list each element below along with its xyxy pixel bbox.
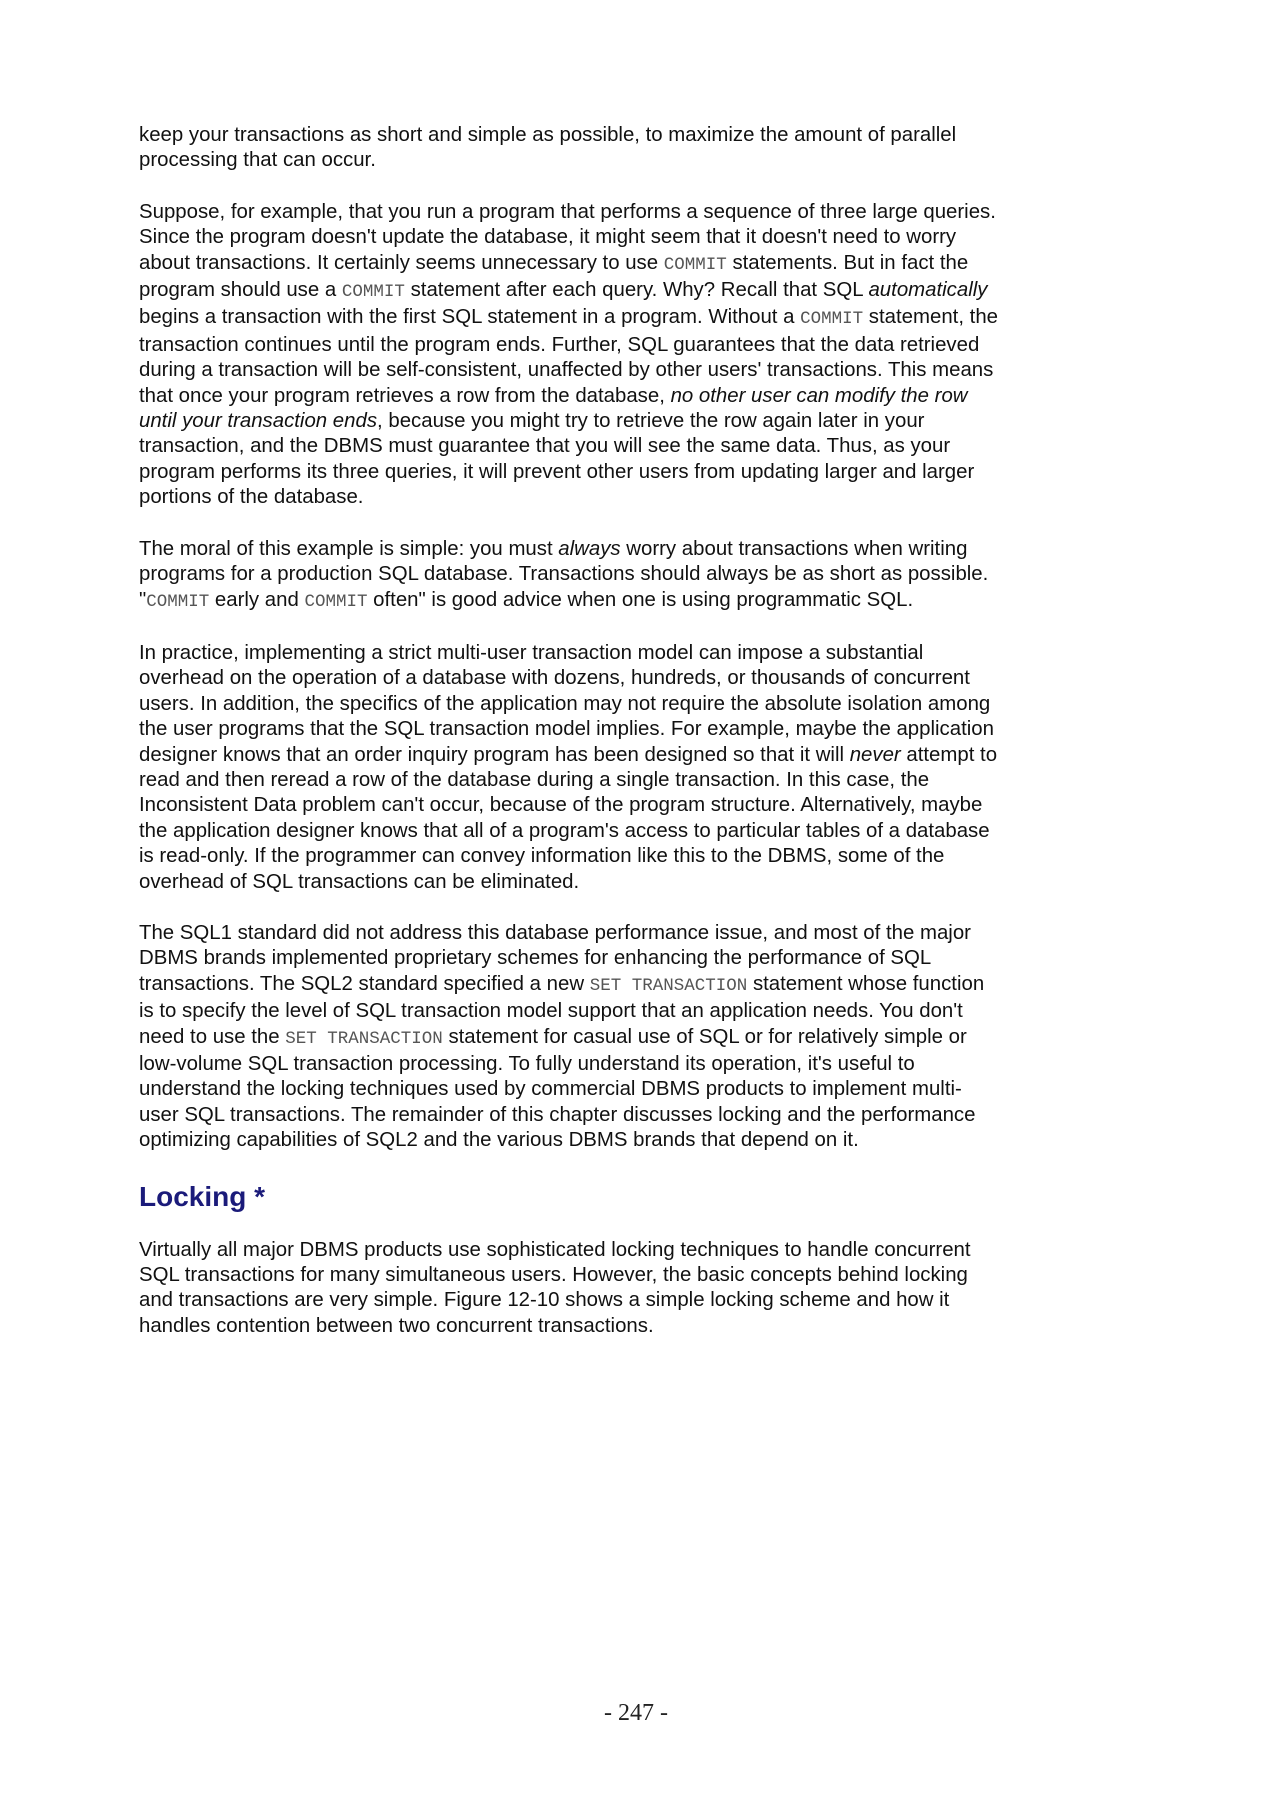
emphasis-always: always	[558, 537, 621, 560]
code-commit: COMMIT	[341, 282, 405, 303]
text-run: statements. But in fact the program should use a	[139, 251, 969, 302]
code-commit: COMMIT	[146, 591, 210, 612]
text-run: In practice, implementing a strict multi-user transaction model can impose a substantial overhead on the operation of a database with dozens, hundreds, or thousands of concurrent users. In addition, the specifics of the application may not require the absolute isolation among the user programs that the SQL transaction model implies. For example, maybe the application designer knows that an order inquiry program has been designed so that it will	[139, 641, 994, 766]
code-commit: COMMIT	[304, 591, 368, 612]
paragraph-transactions-short	[139, 123, 999, 174]
code-set-transaction: SET TRANSACTION	[285, 1028, 443, 1049]
text-run: Suppose, for example, that you run a program that performs a sequence of three large queries. Since the program doesn't update the database, it might seem that it doesn't need to worry about transactions. It certainly seems unnecessary to use	[139, 200, 996, 274]
section-heading-locking: Locking *	[139, 1180, 266, 1212]
paragraph-locking-intro	[139, 1238, 999, 1340]
text-run: , because you might try to retrieve the row again later in your transaction, and the DBMS must guarantee that you will see the same data. Thus, as your program performs its three queries, it will prevent other users from updating larger and larger portions of the database.	[139, 410, 975, 509]
page-number: - 247 -	[604, 1700, 668, 1726]
code-set-transaction: SET TRANSACTION	[589, 975, 748, 996]
paragraph-overhead	[139, 641, 999, 895]
text-run: statement, the transaction continues until the program ends. Further, SQL guarantees that the data retrieved during a transaction will be self-consistent, unaffected by other users' transactions. This means that once your program retrieves a row from the database,	[139, 306, 999, 407]
paragraph-sql-standards	[139, 921, 999, 1154]
text-run: statement after each query. Why? Recall that SQL	[404, 279, 869, 302]
code-commit: COMMIT	[663, 254, 727, 275]
text-run: keep your transactions as short and simple as possible, to maximize the amount of parallel processing that can occur.	[139, 124, 957, 172]
emphasis-no-other-user: no other user can modify the row until your transaction ends	[139, 384, 968, 433]
text-run: attempt to read and then reread a row of the database during a single transaction. In this case, the Inconsistent Data problem can't occur, because of the program structure. Alternatively, maybe the application designer knows that all of a program's access to particular tables of a database is read-only. If the programmer can convey information like this to the DBMS, some of the overhead of SQL transactions can be eliminated.	[139, 743, 998, 893]
text-run: often" is good advice when one is using programmatic SQL.	[367, 588, 914, 611]
text-run: Virtually all major DBMS products use sophisticated locking techniques to handle concurrent SQL transactions for many simultaneous users. However, the basic concepts behind locking and transactions are very simple. Figure 12-10 shows a simple locking scheme and how it handles contention between two concurrent transactions.	[139, 1238, 971, 1337]
emphasis-never: never	[849, 743, 901, 766]
text-run: early and	[209, 588, 305, 611]
text-run: statement for casual use of SQL or for relatively simple or low-volume SQL transaction processing. To fully understand its operation, it's useful to understand the locking techniques used by commercial DBMS products to implement multi-user SQL transactions. The remainder of this chapter discusses locking and the performance optimizing capabilities of SQL2 and the various DBMS brands that depend on it.	[139, 1025, 976, 1152]
code-commit: COMMIT	[800, 309, 864, 330]
text-run: statement whose function is to specify the level of SQL transaction model support that an application needs. You don't need to use the	[139, 972, 985, 1048]
text-run: begins a transaction with the first SQL statement in a program. Without a	[139, 306, 801, 329]
text-run: The moral of this example is simple: you must	[139, 537, 559, 560]
emphasis-automatically: automatically	[868, 279, 988, 302]
document-page	[139, 118, 999, 1365]
text-run: The SQL1 standard did not address this database performance issue, and most of the major DBMS brands implemented proprietary schemes for enhancing the performance of SQL transactions. The SQL2 standard specified a new	[139, 921, 971, 995]
paragraph-moral	[139, 537, 999, 615]
text-run: worry about transactions when writing programs for a production SQL database. Transactions should always be as short as possible. "	[139, 537, 989, 611]
paragraph-example-queries	[139, 200, 999, 511]
